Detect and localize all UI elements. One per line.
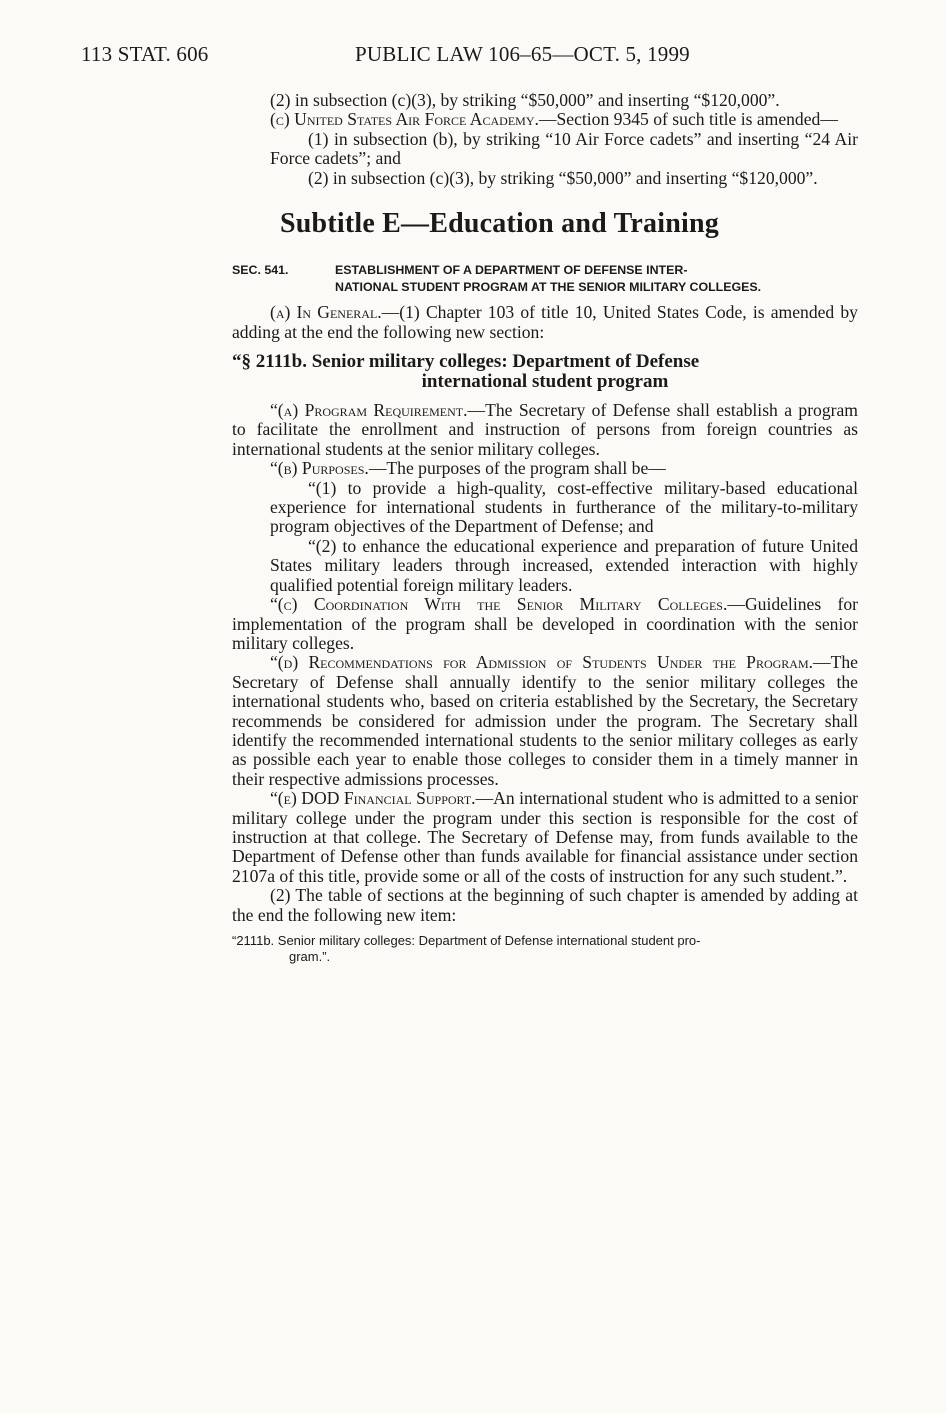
paragraph-c1-text: (1) in subsection (b), by striking “10 Air Force cadets” and inserting “24 Air Force cadets”; and bbox=[270, 128, 858, 169]
heading-dod-financial-support: “(e) DOD Financial Support. bbox=[270, 788, 476, 809]
section-heading-line1: “§ 2111b. Senior military colleges: Department of Defense bbox=[232, 351, 700, 373]
heading-coordination: “(c) Coordination With the Senior Military Colleges. bbox=[270, 594, 728, 615]
document-body bbox=[232, 91, 858, 965]
table-item-line2: gram.”. bbox=[289, 949, 331, 964]
subsection-b bbox=[232, 459, 858, 478]
subsection-d bbox=[232, 653, 858, 789]
section-heading-line2: international student program bbox=[421, 370, 669, 392]
paragraph-c1 bbox=[232, 130, 858, 169]
subsection-a bbox=[232, 401, 858, 459]
heading-recommendations: “(d) Recommendations for Admission of Students Under the Program. bbox=[270, 652, 814, 673]
section-title-line1: ESTABLISHMENT OF A DEPARTMENT OF DEFENSE INTER- bbox=[335, 263, 688, 278]
heading-air-force-academy: (c) United States Air Force Academy. bbox=[270, 109, 539, 130]
table-item-line1: “2111b. Senior military colleges: Department of Defense international student pro- bbox=[232, 933, 701, 948]
paragraph-a-text: —(1) Chapter 103 of title 10, United States Code, is amended by adding at the end the following new section: bbox=[232, 302, 858, 342]
section-541-heading bbox=[232, 262, 858, 295]
paragraph-b2: (2) in subsection (c)(3), by striking “$50,000” and inserting “$120,000”. bbox=[270, 90, 780, 110]
subsection-e bbox=[232, 789, 858, 886]
section-2111b-heading bbox=[232, 352, 858, 391]
purpose-2: “(2) to enhance the educational experience and preparation of future United States military leaders through increased, extended interaction with highly qualified potential foreign military leaders. bbox=[270, 535, 858, 595]
paragraph-c-text: —Section 9345 of such title is amended— bbox=[538, 109, 838, 130]
subsection-b-text: —The purposes of the program shall be— bbox=[368, 458, 666, 479]
subtitle-heading: Subtitle E—Education and Training bbox=[280, 208, 719, 240]
subsection-e-text: —An international student who is admitted to a senior military college under the program under this section is responsible for the cost of instruction at that college. The Secretary of Defense may, from funds available to the Department of Defense other than funds available for financial assistance under section 2107a of this title, provide some or all of the costs of instruction for any such student.”. bbox=[232, 788, 859, 886]
paragraph-a2: (2) The table of sections at the beginning of such chapter is amended by adding at the end the following new item: bbox=[232, 885, 858, 925]
paragraph-c2-text: (2) in subsection (c)(3), by striking “$50,000” and inserting “$120,000”. bbox=[308, 167, 818, 188]
running-header: PUBLIC LAW 106–65—OCT. 5, 1999 bbox=[355, 42, 690, 66]
heading-program-requirement: “(a) Program Requirement. bbox=[270, 400, 468, 421]
heading-in-general: (a) In General. bbox=[270, 302, 382, 323]
subsection-a-text: —The Secretary of Defense shall establish a program to facilitate the enrollment and instruction of persons from foreign countries as international students at the senior military colleges. bbox=[232, 400, 858, 459]
paragraph-c2 bbox=[232, 169, 858, 188]
heading-purposes: “(b) Purposes. bbox=[270, 458, 369, 479]
section-number: SEC. 541. bbox=[232, 263, 289, 278]
statute-page-number: 113 STAT. 606 bbox=[81, 42, 209, 66]
subsection-d-text: —The Secretary of Defense shall annually identify to the senior military colleges the international students who, based on criteria established by the Secretary, the Secretary recommends be considered for admission under the program. The Secretary shall identify the recommended international students to the senior military colleges as early as possible each year to enable those colleges to consider them in a timely manner in their respective admissions processes. bbox=[232, 652, 858, 789]
paragraph-a bbox=[232, 303, 858, 342]
purpose-1: “(1) to provide a high-quality, cost-effective military-based educational experience for international students in furtherance of the military-to-military program objectives of the Department of Defense; and bbox=[270, 477, 858, 537]
subsection-c bbox=[232, 595, 858, 653]
paragraph-c bbox=[232, 110, 858, 129]
subsection-c-text: —Guidelines for implementation of the program shall be developed in coordination with the senior military colleges. bbox=[232, 594, 858, 653]
table-of-sections-item bbox=[232, 933, 858, 965]
section-title-rest: NATIONAL STUDENT PROGRAM AT THE SENIOR MILITARY COLLEGES. bbox=[335, 279, 762, 294]
